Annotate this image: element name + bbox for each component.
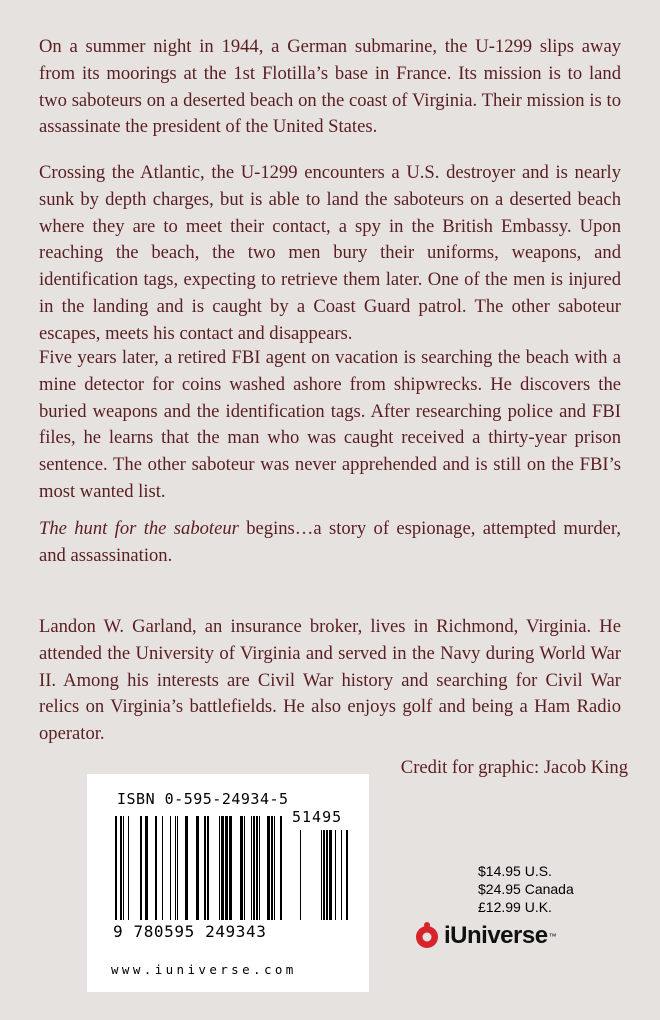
addon-barcode-bar bbox=[321, 830, 322, 920]
addon-barcode-bar bbox=[329, 830, 332, 920]
barcode-bar bbox=[274, 816, 275, 920]
barcode-bar bbox=[128, 816, 129, 920]
barcode-bar bbox=[229, 816, 232, 920]
barcode-bar bbox=[251, 816, 252, 920]
barcode-bar bbox=[145, 816, 148, 920]
publisher-logo bbox=[414, 921, 557, 951]
price-us: $14.95 U.S. bbox=[478, 863, 552, 879]
barcode-bar bbox=[123, 816, 124, 920]
addon-barcode-bar bbox=[341, 830, 342, 920]
price-uk: £12.99 U.K. bbox=[478, 899, 552, 915]
barcode-bar bbox=[259, 816, 260, 920]
addon-barcode-bar bbox=[346, 830, 348, 920]
blurb-paragraph-4-text: begins…a story of espionage, attempted murder, and assassination. bbox=[39, 518, 621, 566]
barcode-bar bbox=[175, 816, 176, 920]
barcode-bar bbox=[221, 816, 224, 920]
price-canada: $24.95 Canada bbox=[478, 881, 574, 897]
ean-number: 9 780595 249343 bbox=[113, 922, 267, 941]
barcode-bar bbox=[177, 816, 178, 920]
blurb-paragraph-1: On a summer night in 1944, a German submarine, the U-1299 slips away from its moorings at the 1st Flotilla’s base in France. Its mission is to land two saboteurs on a deserted beach on the coast of Virginia. Their mission is to assassinate the president of the United States. bbox=[39, 36, 621, 138]
barcode-bar bbox=[155, 816, 157, 920]
price-list bbox=[478, 862, 574, 916]
barcode-bar bbox=[253, 816, 255, 920]
barcode-bar bbox=[267, 816, 270, 920]
author-bio: Landon W. Garland, an insurance broker, lives in Richmond, Virginia. He attended the University of Virginia and served in the Navy during World War II. Among his interests are Civil War history and searching for Civil War relics on Virginia’s battlefields. He also enjoys golf and being a Ham Radio operator. bbox=[39, 616, 621, 745]
barcode-panel bbox=[87, 774, 369, 992]
barcode-bar bbox=[196, 816, 199, 920]
barcode-bars bbox=[115, 816, 355, 922]
blurb-paragraph-2: Crossing the Atlantic, the U-1299 encounters a U.S. destroyer and is nearly sunk by depth charges, but is able to land the saboteurs on a deserted beach where they are to meet their contact, a spy in the British Embassy. Upon reaching the beach, the two men bury their uniforms, weapons, and identification tags, expecting to retrieve them later. One of the men is injured in the landing and is caught by a Coast Guard patrol. The other saboteur escapes, meets his contact and disappears. bbox=[39, 162, 621, 344]
barcode-bar bbox=[170, 816, 171, 920]
graphic-credit: Credit for graphic: Jacob King bbox=[400, 757, 628, 778]
publisher-url: www.iuniverse.com bbox=[111, 962, 297, 977]
publisher-name: iUniverse bbox=[444, 922, 548, 949]
barcode-bar bbox=[162, 816, 163, 920]
barcode-bar bbox=[219, 816, 220, 920]
addon-barcode-bar bbox=[300, 830, 301, 920]
barcode-bar bbox=[271, 816, 273, 920]
barcode-bar bbox=[120, 816, 122, 920]
barcode-bar bbox=[204, 816, 206, 920]
price-code: 51495 bbox=[292, 808, 343, 826]
barcode-bar bbox=[140, 816, 142, 920]
barcode-bar bbox=[240, 816, 243, 920]
barcode-bar bbox=[256, 816, 258, 920]
book-title-italic: The hunt for the saboteur bbox=[39, 518, 239, 539]
addon-barcode-bar bbox=[323, 830, 325, 920]
barcode-bar bbox=[244, 816, 245, 920]
trademark-symbol: ™ bbox=[548, 931, 557, 941]
blurb-paragraph-3: Five years later, a retired FBI agent on vacation is searching the beach with a mine detector for coins washed ashore from shipwrecks. He discovers the buried weapons and the identification tags. After researching police and FBI files, he learns that the man who was caught received a thirty-year prison sentence. The other saboteur was never apprehended and is still on the FBI’s most wanted list. bbox=[39, 347, 621, 502]
barcode-bar bbox=[207, 816, 209, 920]
barcode-bar bbox=[185, 816, 188, 920]
isbn-label: ISBN 0-595-24934-5 bbox=[117, 790, 289, 808]
barcode-bar bbox=[280, 816, 282, 920]
addon-barcode-bar bbox=[335, 830, 336, 920]
addon-barcode-bar bbox=[326, 830, 328, 920]
barcode-bar bbox=[115, 816, 117, 920]
blurb-paragraph-4 bbox=[39, 516, 621, 570]
barcode-bar bbox=[225, 816, 228, 920]
iuniverse-logo-icon bbox=[414, 921, 440, 951]
